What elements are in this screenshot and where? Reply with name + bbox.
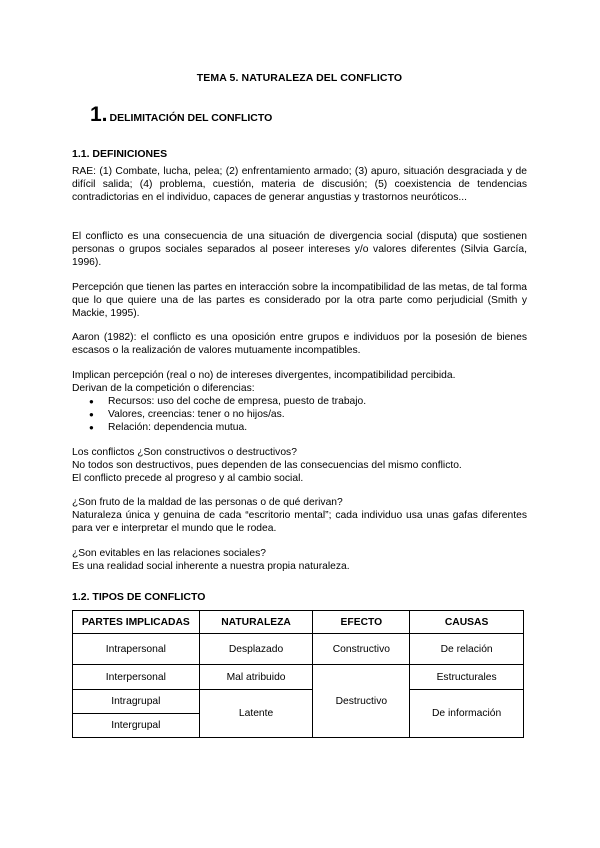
paragraph-silvia-garcia: El conflicto es una consecuencia de una situación de divergencia social (disputa) que sostienen personas o grupos sociales separados al poseer intereses y/o valores diferentes (Silvia García, 1996). (72, 231, 527, 268)
line-progreso: El conflicto precede al progreso y al cambio social. (72, 473, 304, 484)
header-efecto: EFECTO (313, 611, 410, 634)
line-escritorio-mental: Naturaleza única y genuina de cada “escritorio mental”; cada individuo usa unas gafas diferentes para ver e interpretar el mundo que le rodea. (72, 510, 527, 534)
table-header-row (73, 611, 524, 634)
cell-desplazado: Desplazado (199, 634, 313, 665)
cell-latente: Latente (199, 690, 313, 738)
paragraph-smith-mackie: Percepción que tienen las partes en interacción sobre la incompatibilidad de las metas, de tal forma que lo que quiere una de las partes es considerado por la otra parte como perjudicial (Smith y Mackie, 1995). (72, 282, 527, 319)
table-row (73, 665, 524, 690)
list-item: ● Relación: dependencia mutua. (72, 421, 527, 434)
paragraph-evitables (72, 547, 527, 573)
cell-intragrupal: Intragrupal (73, 690, 200, 714)
list-item: ● Recursos: uso del coche de empresa, puesto de trabajo. (72, 395, 527, 408)
cell-intrapersonal: Intrapersonal (73, 634, 200, 665)
section-heading (90, 103, 272, 127)
cell-mal-atribuido: Mal atribuido (199, 665, 313, 690)
section-number: 1. (90, 103, 108, 126)
section-title: DELIMITACIÓN DEL CONFLICTO (109, 112, 273, 124)
cell-de-relacion: De relación (410, 634, 524, 665)
bullet-list (72, 395, 527, 434)
cell-intergrupal: Intergrupal (73, 714, 200, 738)
conflict-types-table (72, 610, 524, 738)
table-row (73, 690, 524, 714)
subsection-heading-tipos: 1.2. TIPOS DE CONFLICTO (72, 591, 206, 603)
document-title: TEMA 5. NATURALEZA DEL CONFLICTO (196, 72, 403, 84)
paragraph-implican (72, 369, 527, 395)
cell-constructivo: Constructivo (313, 634, 410, 665)
question-constructivos: Los conflictos ¿Son constructivos o destructivos? (72, 447, 297, 458)
cell-estructurales: Estructurales (410, 665, 524, 690)
paragraph-rae: RAE: (1) Combate, lucha, pelea; (2) enfrentamiento armado; (3) apuro, situación desgraciada y de difícil salida; (4) problema, cuestión, materia de discusión; (5) coexistencia de tendencias contradictorias en el individuo, capaces de generar angustias y trastornos neuróticos... (72, 166, 527, 203)
header-partes: PARTES IMPLICADAS (73, 611, 200, 634)
line-implican: Implican percepción (real o no) de intereses divergentes, incompatibilidad percibida. (72, 370, 456, 381)
cell-de-informacion: De información (410, 690, 524, 738)
header-naturaleza: NATURALEZA (199, 611, 313, 634)
line-no-todos: No todos son destructivos, pues dependen de las consecuencias del mismo conflicto. (72, 460, 462, 471)
cell-destructivo: Destructivo (313, 665, 410, 738)
question-maldad: ¿Son fruto de la maldad de las personas o de qué derivan? (72, 497, 343, 508)
line-realidad-social: Es una realidad social inherente a nuestra propia naturaleza. (72, 561, 350, 572)
cell-interpersonal: Interpersonal (73, 665, 200, 690)
table-row (73, 634, 524, 665)
paragraph-maldad (72, 496, 527, 535)
header-causas: CAUSAS (410, 611, 524, 634)
paragraph-constructivos (72, 446, 527, 485)
line-derivan: Derivan de la competición o diferencias: (72, 383, 255, 394)
subsection-heading-definiciones: 1.1. DEFINICIONES (72, 148, 168, 160)
paragraph-aaron: Aaron (1982): el conflicto es una oposición entre grupos e individuos por la posesión de bienes escasos o la realización de valores mutuamente incompatibles. (72, 332, 527, 356)
question-evitables: ¿Son evitables en las relaciones sociales? (72, 548, 267, 559)
list-item: ● Valores, creencias: tener o no hijos/as. (72, 408, 527, 421)
